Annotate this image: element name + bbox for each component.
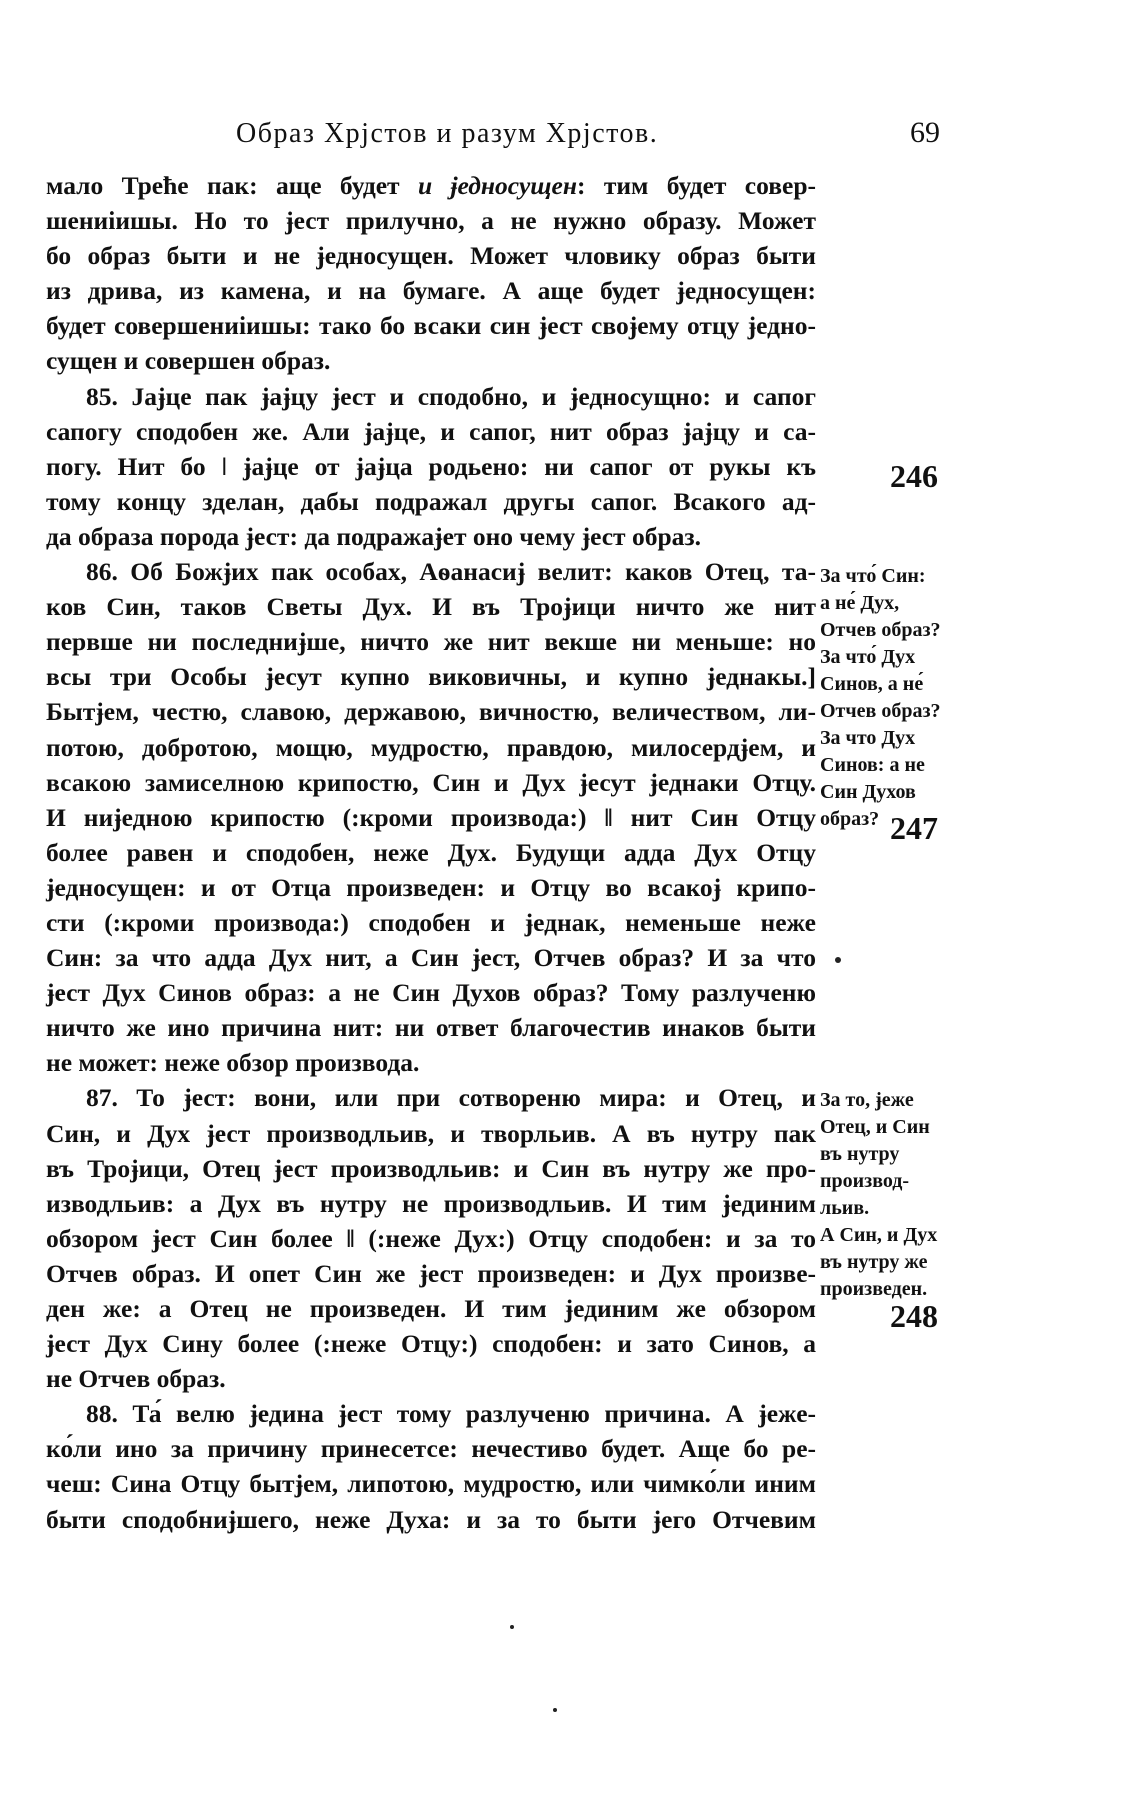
- text-line: первше ни последниɉше, ничто же нит векше ни меньше: но: [46, 627, 816, 657]
- ink-speck: [835, 957, 841, 963]
- text-line: тому концу зделан, дабы подражал другы сапог. Всакого ад-: [46, 486, 816, 516]
- text-line: ничто же ино причина нит: ни ответ благочестив инаков быти: [46, 1013, 816, 1043]
- margin-note: [820, 1087, 970, 1303]
- margin-note-line: Син Духов: [820, 781, 916, 803]
- text-line: Син, и Дух ɉест производльив, и творльив. А въ нутру пак: [46, 1118, 816, 1148]
- margin-note-line: За что Дух: [820, 727, 916, 749]
- text-line: мало Треће пак: аще будет и ɉедносущен: тим будет совер-: [46, 171, 816, 200]
- text-line: ко́ли ино за причину принесетсе: нечестиво будет. Аще бо ре-: [46, 1434, 816, 1464]
- text-line: из дрива, из камена, и на бумаге. А аще будет ɉедносущен:: [46, 276, 816, 306]
- margin-number: 247: [890, 810, 938, 846]
- text-line: Бытɉем, честю, славою, державою, вичностю, величеством, ли-: [46, 697, 816, 727]
- text-line: не может: неже обзор производа.: [46, 1048, 420, 1078]
- text-line: сапогу сподобен же. Али ɉаɉце, и сапог, нит образ ɉаɉцу и са-: [46, 416, 816, 446]
- text-line: всы три Особы ɉесут купно виковичны, и купно ɉеднакы.]: [46, 662, 816, 692]
- text-line: погу. Нит бо ǀ ɉаɉце от ɉаɉца родьено: ни сапог от рукы къ: [46, 451, 816, 481]
- text-line: будет совершениіишы: тако бо всаки син ɉест своɉему отцу ɉедно-: [46, 311, 816, 341]
- margin-note-line: За то, ɉеже: [820, 1089, 914, 1111]
- margin-note-line: а не́ Дух,: [820, 592, 900, 614]
- text-line: ɉедносущен: и от Отца произведен: и Отцу во всакоɉ крипо-: [46, 872, 816, 902]
- margin-note-line: За что́ Дух: [820, 646, 916, 668]
- text-line: более равен и сподобен, неже Дух. Будущи адда Дух Отцу: [46, 837, 816, 867]
- ink-speck: [553, 1708, 557, 1712]
- body-text: [46, 168, 816, 1537]
- margin-note-line: произведен.: [820, 1278, 928, 1300]
- text-line: ков Син, таков Светы Дух. И въ Троɉици ничто же нит: [46, 592, 816, 622]
- margin-note-line: въ нутру же: [820, 1251, 928, 1273]
- text-line: сущен и совершен образ.: [46, 346, 331, 376]
- text-line: бо образ быти и не ɉедносущен. Может чловику образ быти: [46, 241, 816, 271]
- text-line: Отчев образ. И опет Син же ɉест произведен: и Дух произве-: [46, 1258, 816, 1288]
- margin-note-line: Синов: а не: [820, 754, 925, 776]
- margin-note-line: А Син, и Дух: [820, 1224, 938, 1246]
- text-line: да образа порода ɉест: да подражаɉет оно чему ɉест образ.: [46, 521, 701, 551]
- margin-note-line: Отец, и Син: [820, 1116, 930, 1138]
- text-line: Син: за что адда Дух нит, а Син ɉест, Отчев образ? И за что: [46, 943, 816, 973]
- text-line: въ Троɉици, Отец ɉест производльив: и Син въ нутру же про-: [46, 1153, 816, 1183]
- text-line: ɉест Дух Сину более (:неже Отцу:) сподобен: и зато Синов, а: [46, 1329, 816, 1359]
- margin-note-line: Синов, а не́: [820, 673, 924, 695]
- margin-note-line: За что́ Син:: [820, 565, 926, 587]
- margin-note-line: Отчев образ?: [820, 700, 941, 722]
- margin-note-line: Отчев образ?: [820, 619, 941, 641]
- text-line: 88. Та́ велю ɉедина ɉест тому разлученю причина. А ɉеже-: [86, 1399, 816, 1429]
- text-line: всакою замиселною крипостю, Син и Дух ɉесут ɉеднаки Отцу.: [46, 767, 816, 797]
- margin-number: 248: [890, 1298, 938, 1334]
- ink-speck: [510, 1625, 514, 1629]
- text-line: И ниɉедною крипостю (:кроми произвoда:) ǁ нит Син Отцу: [46, 802, 816, 832]
- text-line: обзором ɉест Син более ǁ (:неже Дух:) Отцу сподобен: и за то: [46, 1223, 816, 1253]
- text-line: быти сподобниɉшего, неже Духа: и за то быти ɉего Отчевим: [46, 1504, 816, 1534]
- text-line: шениіишы. Но то ɉест прилучно, а не нужно образу. Может: [46, 206, 816, 236]
- text-line: 85. Јаɉце пак ɉаɉцу ɉест и сподобно, и ɉедносущно: и сапог: [86, 381, 816, 411]
- text-line: ɉест Дух Синов образ: а не Син Духов образ? Тому разлученю: [46, 978, 816, 1008]
- text-line: чеш: Сина Отцу бытɉем, липотою, мудростю, или чимко́ли иним: [46, 1469, 816, 1499]
- text-line: не Отчев образ.: [46, 1364, 226, 1394]
- margin-note-line: въ нутру: [820, 1143, 900, 1165]
- text-line: 87. То ɉест: вони, или при сотвореню мира: и Отец, и: [86, 1083, 816, 1113]
- margin-number: 246: [890, 458, 938, 494]
- margin-note-line: производ-: [820, 1170, 910, 1192]
- text-line: потою, добротою, мощю, мудростю, правдою, милосердɉем, и: [46, 732, 816, 762]
- text-line: сти (:кроми производа:) сподобен и ɉеднак, неменьше неже: [46, 907, 816, 937]
- running-header: Образ Хрјстов и разум Хрјстов.: [236, 118, 659, 149]
- page-number: 69: [910, 116, 940, 149]
- text-line: изводльив: а Дух въ нутру не производльив. И тим ɉединим: [46, 1188, 816, 1218]
- text-line: ден же: а Отец не произведен. И тим ɉединим же обзором: [46, 1294, 816, 1323]
- margin-note-line: льив.: [820, 1197, 870, 1219]
- margin-note-line: образ?: [820, 808, 880, 830]
- text-line: 86. Об Божɉих пак особах, Аѳанасиɉ велит: каков Отец, та-: [86, 557, 816, 587]
- margin-note: [820, 563, 970, 833]
